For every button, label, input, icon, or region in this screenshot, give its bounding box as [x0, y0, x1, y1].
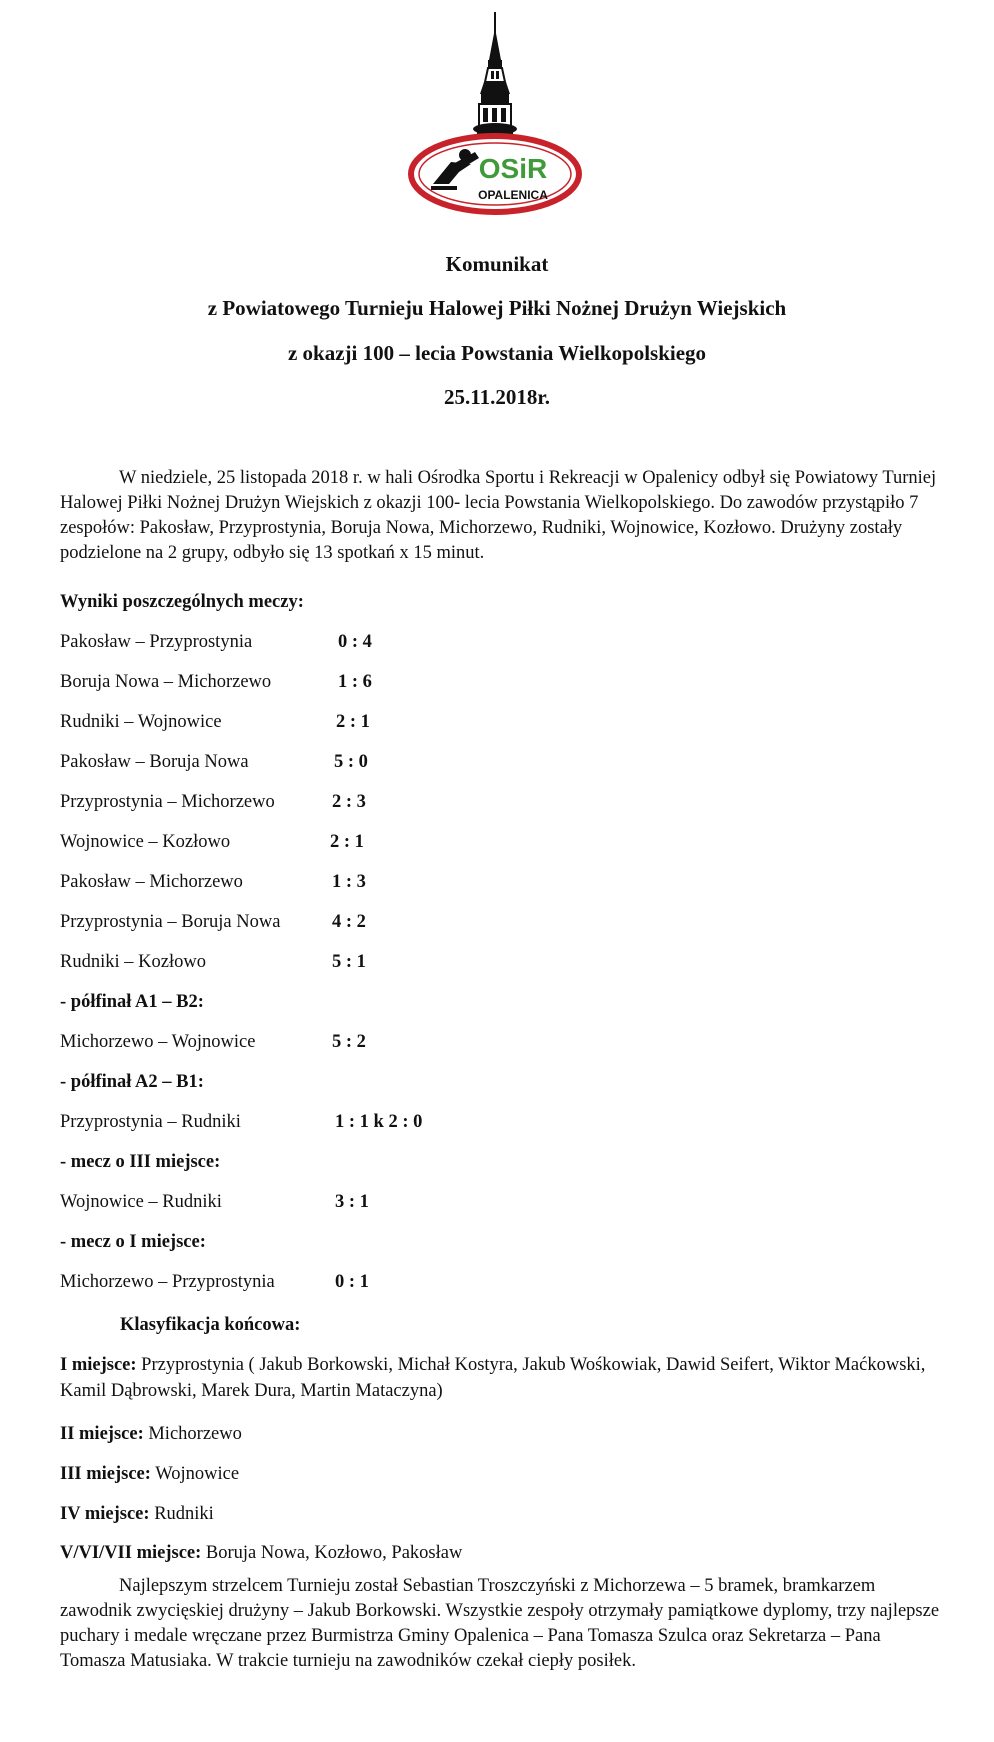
- place-teams: Rudniki: [154, 1504, 214, 1524]
- classification-title: Klasyfikacja końcowa:: [120, 1315, 301, 1335]
- intro-paragraph: W niedziele, 25 listopada 2018 r. w hali Ośrodka Sportu i Rekreacji w Opalenicy odbył się Powiatowy Turniej Halowej Piłki Nożnej Drużyn Wiejskich z okazji 100- lecia Powstania Wielkopolskiego. Do zawodów przystąpiło 7 zespołów: Pakosław, Przyprostynia, Boruja Nowa, Michorzewo, Rudniki, Wojnowice, Kozłowo. Drużyny zostały podzielone na 2 grupy, odbyło się 13 spotkań x 15 minut.: [60, 468, 937, 563]
- place-label: I miejsce:: [60, 1355, 137, 1375]
- match-score: 0 : 4: [338, 632, 372, 652]
- classification-entry: [60, 1501, 940, 1527]
- round-heading: - półfinał A1 – B2:: [60, 992, 204, 1012]
- place-label: V/VI/VII miejsce:: [60, 1543, 202, 1563]
- classification-entry: [60, 1352, 940, 1404]
- document-subtitle: z Powiatowego Turnieju Halowej Piłki Nożnej Drużyn Wiejskich: [207, 296, 787, 320]
- match-label: Przyprostynia – Boruja Nowa: [60, 912, 281, 932]
- match-score: 1 : 1 k 2 : 0: [335, 1112, 423, 1132]
- classification-entry: [60, 1461, 940, 1487]
- match-score: 1 : 3: [332, 872, 366, 892]
- svg-text:OSiR: OSiR: [478, 153, 548, 184]
- match-score: 3 : 1: [335, 1192, 369, 1212]
- document-title: Komunikat: [445, 252, 549, 276]
- match-label: Michorzewo – Wojnowice: [60, 1032, 256, 1052]
- match-label: Rudniki – Kozłowo: [60, 952, 206, 972]
- match-score: 1 : 6: [338, 672, 372, 692]
- document-date: 25.11.2018r.: [444, 385, 550, 409]
- match-score: 5 : 0: [334, 752, 368, 772]
- match-label: Pakosław – Boruja Nowa: [60, 752, 249, 772]
- match-label: Przyprostynia – Rudniki: [60, 1112, 241, 1132]
- match-label: Wojnowice – Kozłowo: [60, 832, 231, 852]
- match-label: Michorzewo – Przyprostynia: [60, 1272, 275, 1292]
- place-label: III miejsce:: [60, 1464, 151, 1484]
- round-heading: - półfinał A2 – B1:: [60, 1072, 204, 1092]
- match-label: Pakosław – Michorzewo: [60, 872, 243, 892]
- match-label: Wojnowice – Rudniki: [60, 1192, 222, 1212]
- svg-text:OPALENICA: OPALENICA: [478, 188, 548, 202]
- place-teams: Przyprostynia ( Jakub Borkowski, Michał Kostyra, Jakub Wośkowiak, Dawid Seifert, Wiktor Maćkowski, Kamil Dąbrowski, Marek Dura, Martin Mataczyna): [60, 1355, 926, 1401]
- place-label: IV miejsce:: [60, 1504, 150, 1524]
- match-score: 5 : 2: [332, 1032, 366, 1052]
- closing-paragraph: Najlepszym strzelcem Turnieju został Sebastian Troszczyński z Michorzewa – 5 bramek, bramkarzem zawodnik zwycięskiej drużyny – Jakub Borkowski. Wszystkie zespoły otrzymały pamiątkowe dyplomy, trzy najlepsze puchary i medale wręczane przez Burmistrza Gminy Opalenica – Pana Tomasza Szulca oraz Sekretarza – Pana Tomasza Matusiaka. W trakcie turnieju na zawodników czekał ciepły posiłek.: [60, 1576, 940, 1671]
- classification-entry: [60, 1540, 940, 1566]
- place-label: II miejsce:: [60, 1424, 144, 1444]
- round-heading: - mecz o III miejsce:: [60, 1152, 221, 1172]
- match-score: 2 : 1: [336, 712, 370, 732]
- place-teams: Michorzewo: [148, 1424, 242, 1444]
- document-occasion: z okazji 100 – lecia Powstania Wielkopolskiego: [287, 341, 707, 365]
- match-label: Rudniki – Wojnowice: [60, 712, 222, 732]
- classification-entry: [60, 1421, 940, 1447]
- place-teams: Boruja Nowa, Kozłowo, Pakosław: [205, 1543, 463, 1563]
- results-title: Wyniki poszczególnych meczy:: [60, 592, 304, 612]
- place-teams: Wojnowice: [155, 1464, 240, 1484]
- match-score: 2 : 3: [332, 792, 366, 812]
- match-label: Boruja Nowa – Michorzewo: [60, 672, 272, 692]
- match-label: Pakosław – Przyprostynia: [60, 632, 253, 652]
- match-score: 5 : 1: [332, 952, 366, 972]
- round-heading: - mecz o I miejsce:: [60, 1232, 206, 1252]
- match-score: 2 : 1: [330, 832, 364, 852]
- match-score: 4 : 2: [332, 912, 366, 932]
- match-label: Przyprostynia – Michorzewo: [60, 792, 275, 812]
- osir-opalenica-logo: [405, 12, 585, 222]
- match-score: 0 : 1: [335, 1272, 369, 1292]
